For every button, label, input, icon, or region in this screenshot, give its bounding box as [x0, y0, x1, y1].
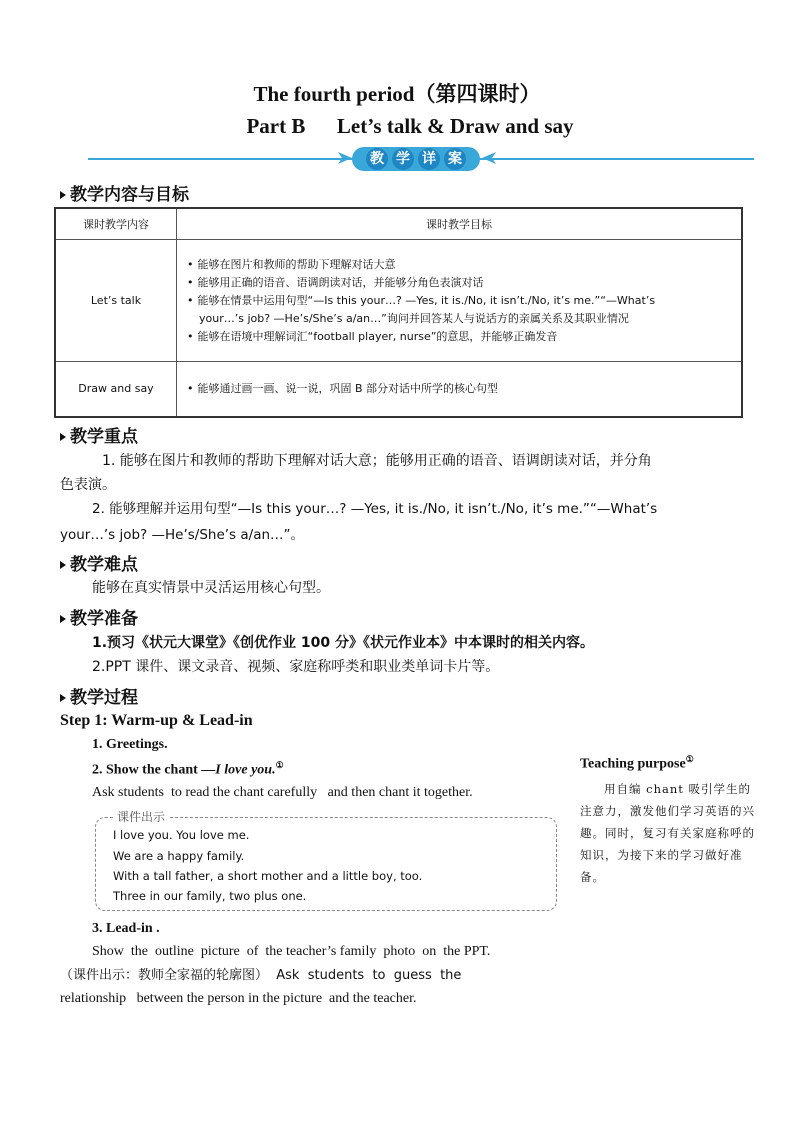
section-heading-key-points: 教学重点	[60, 422, 138, 447]
section-heading-content-goals: 教学内容与目标	[60, 180, 189, 205]
triangle-bullet-icon	[60, 561, 66, 569]
step-1-show-chant: 2. Show the chant —I love you.①	[92, 760, 284, 778]
table-header-row	[55, 208, 742, 240]
triangle-bullet-icon	[60, 191, 66, 199]
courseware-label: 课件出示	[113, 808, 169, 825]
chant-line: We are a happy family.	[113, 849, 245, 863]
triangle-bullet-icon	[60, 615, 66, 623]
triangle-bullet-icon	[60, 694, 66, 702]
chant-line: With a tall father, a short mother and a little boy, too.	[113, 869, 423, 883]
table-header-cell: 课时教学目标	[177, 208, 743, 240]
section-heading-difficulties: 教学难点	[60, 550, 138, 575]
section-heading-process: 教学过程	[60, 683, 138, 708]
step-1-greetings: 1. Greetings.	[92, 737, 168, 752]
table-cell-content: Let’s talk	[55, 240, 177, 362]
triangle-bullet-icon	[60, 433, 66, 441]
goal-item: • 能够在图片和教师的帮助下理解对话大意	[187, 256, 733, 274]
chant-line: Three in our family, two plus one.	[113, 889, 307, 903]
chant-instruction: Ask students to read the chant carefully and then chant it together.	[92, 785, 473, 800]
key-point-1-line1: 1. 能够在图片和教师的帮助下理解对话大意；能够用正确的语音、语调朗读对话，并分角	[102, 453, 652, 469]
goal-item: • 能够在情景中运用句型“—Is this your…? —Yes, it is./No, it isn’t./No, it’s me.”“—What’s your…’s job? —He’s/She’s a/an…”询问并回答某人与说话方的亲属关系及其职业情况	[187, 292, 733, 328]
banner-char: 案	[444, 148, 466, 170]
table-cell-goals	[177, 362, 743, 417]
goal-item: • 能够用正确的语音、语调朗读对话，并能够分角色表演对话	[187, 274, 733, 292]
banner-char: 教	[366, 148, 388, 170]
key-point-1-line2: 色表演。	[60, 477, 116, 493]
preparation-item-1: 1.预习《状元大课堂》《创优作业 100 分》《状元作业本》中本课时的相关内容。	[92, 635, 595, 651]
key-point-2-line1: 2. 能够理解并运用句型“—Is this your…? —Yes, it is./No, it isn’t./No, it’s me.”“—What’s	[92, 501, 658, 517]
section-heading-preparation: 教学准备	[60, 604, 138, 629]
goals-table	[54, 207, 743, 418]
teaching-purpose-body: 用自编 chant 吸引学生的注意力，激发他们学习英语的兴趣。同时，复习有关家庭称呼的知识，为接下来的学习做好准备。	[580, 782, 755, 884]
goal-item: • 能够通过画一画、说一说，巩固 B 部分对话中所学的核心句型	[187, 380, 733, 398]
lead-in-line-1: Show the outline picture of the teacher’s family photo on the PPT.	[92, 944, 491, 959]
teaching-purpose-title: Teaching purpose①	[580, 754, 694, 772]
table-cell-goals	[177, 240, 743, 362]
banner-left-arrow-icon	[338, 152, 352, 164]
table-cell-content: Draw and say	[55, 362, 177, 417]
table-row	[55, 240, 742, 362]
table-row	[55, 362, 742, 417]
banner-char: 详	[418, 148, 440, 170]
step-1-title: Step 1: Warm-up & Lead-in	[60, 712, 253, 729]
banner-badge	[352, 147, 480, 171]
difficulty-text: 能够在真实情景中灵活运用核心句型。	[92, 580, 330, 596]
goal-item: • 能够在语境中理解词汇“football player, nurse”的意思，并能够正确发音	[187, 328, 733, 346]
page-title: The fourth period（第四课时）	[253, 82, 541, 106]
lead-in-line-3: relationship between the person in the picture and the teacher.	[60, 991, 417, 1006]
table-header-cell: 课时教学内容	[55, 208, 177, 240]
chant-line: I love you. You love me.	[113, 828, 250, 842]
key-point-2-line2: your…’s job? —He’s/She’s a/an…”。	[60, 527, 305, 543]
step-1-lead-in: 3. Lead-in .	[92, 921, 160, 936]
lead-in-line-2: （课件出示：教师全家福的轮廓图） Ask students to guess the	[60, 968, 462, 983]
banner-char: 学	[392, 148, 414, 170]
page-subtitle: Part B Let’s talk & Draw and say	[246, 114, 574, 138]
preparation-item-2: 2.PPT 课件、课文录音、视频、家庭称呼类和职业类单词卡片等。	[92, 659, 500, 675]
banner-right-arrow-icon	[482, 152, 496, 164]
